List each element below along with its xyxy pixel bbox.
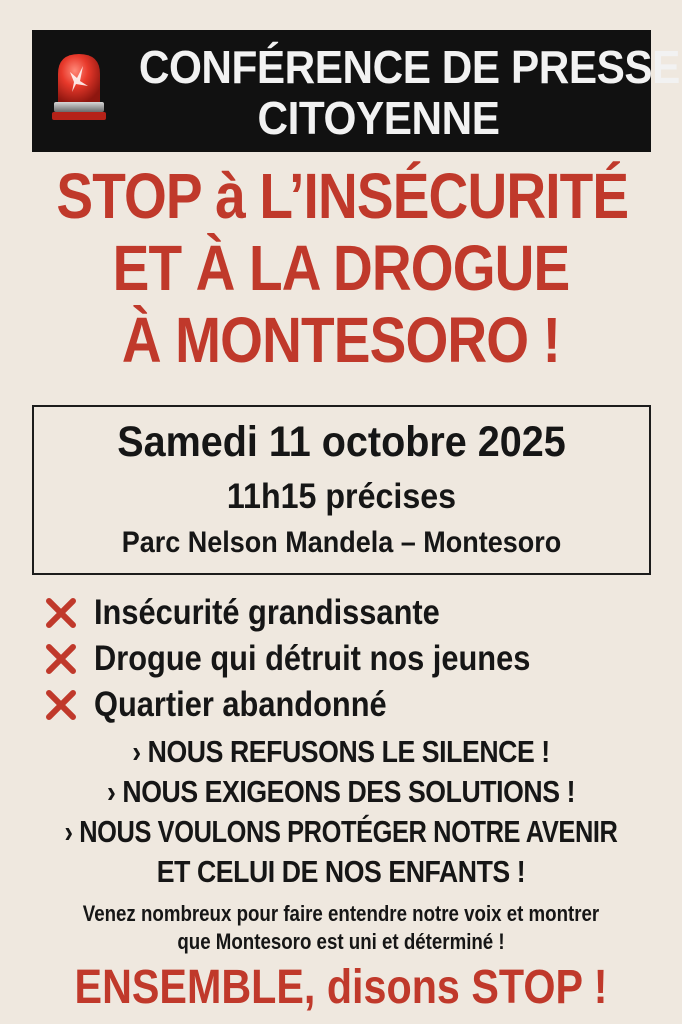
header-title [138,41,680,144]
cross-icon [40,592,82,634]
title-line-3: À MONTESORO ! [121,304,561,376]
list-item [40,590,660,636]
list-item [40,636,660,682]
invitation-text [0,900,682,956]
title-line-1: STOP à L’INSÉCURITÉ [56,160,629,232]
issue-text: Drogue qui détruit nos jeunes [94,639,531,678]
demand-line-3: › NOUS VOULONS PROTÉGER NOTRE AVENIR [64,814,618,849]
demand-line-2: › NOUS EXIGEONS DES SOLUTIONS ! [106,774,576,809]
main-title [10,160,672,376]
cross-icon [40,638,82,680]
demands-block [0,732,682,892]
header-line-2: CITOYENNE [257,92,500,144]
demand-line-1: › NOUS REFUSONS LE SILENCE ! [132,734,550,769]
invite-line-1: Venez nombreux pour faire entendre notre voix et montrer [82,901,600,926]
event-place: Parc Nelson Mandela – Montesoro [121,526,562,559]
header-line-1: CONFÉRENCE DE PRESSE [138,41,680,93]
cross-icon [40,684,82,726]
issues-list [40,590,660,728]
header-banner [32,30,680,152]
issue-text: Quartier abandonné [94,685,387,724]
event-time: 11h15 précises [226,477,457,516]
closing-slogan: ENSEMBLE, disons STOP ! [74,961,608,1014]
invite-line-2: que Montesoro est uni et déterminé ! [177,929,505,954]
title-line-2: ET À LA DROGUE [112,232,570,304]
demand-line-4: ET CELUI DE NOS ENFANTS ! [156,854,526,889]
event-date: Samedi 11 octobre 2025 [117,418,566,466]
siren-icon [52,48,106,128]
event-info-box [32,405,651,575]
list-item [40,682,660,728]
issue-text: Insécurité grandissante [94,593,440,632]
